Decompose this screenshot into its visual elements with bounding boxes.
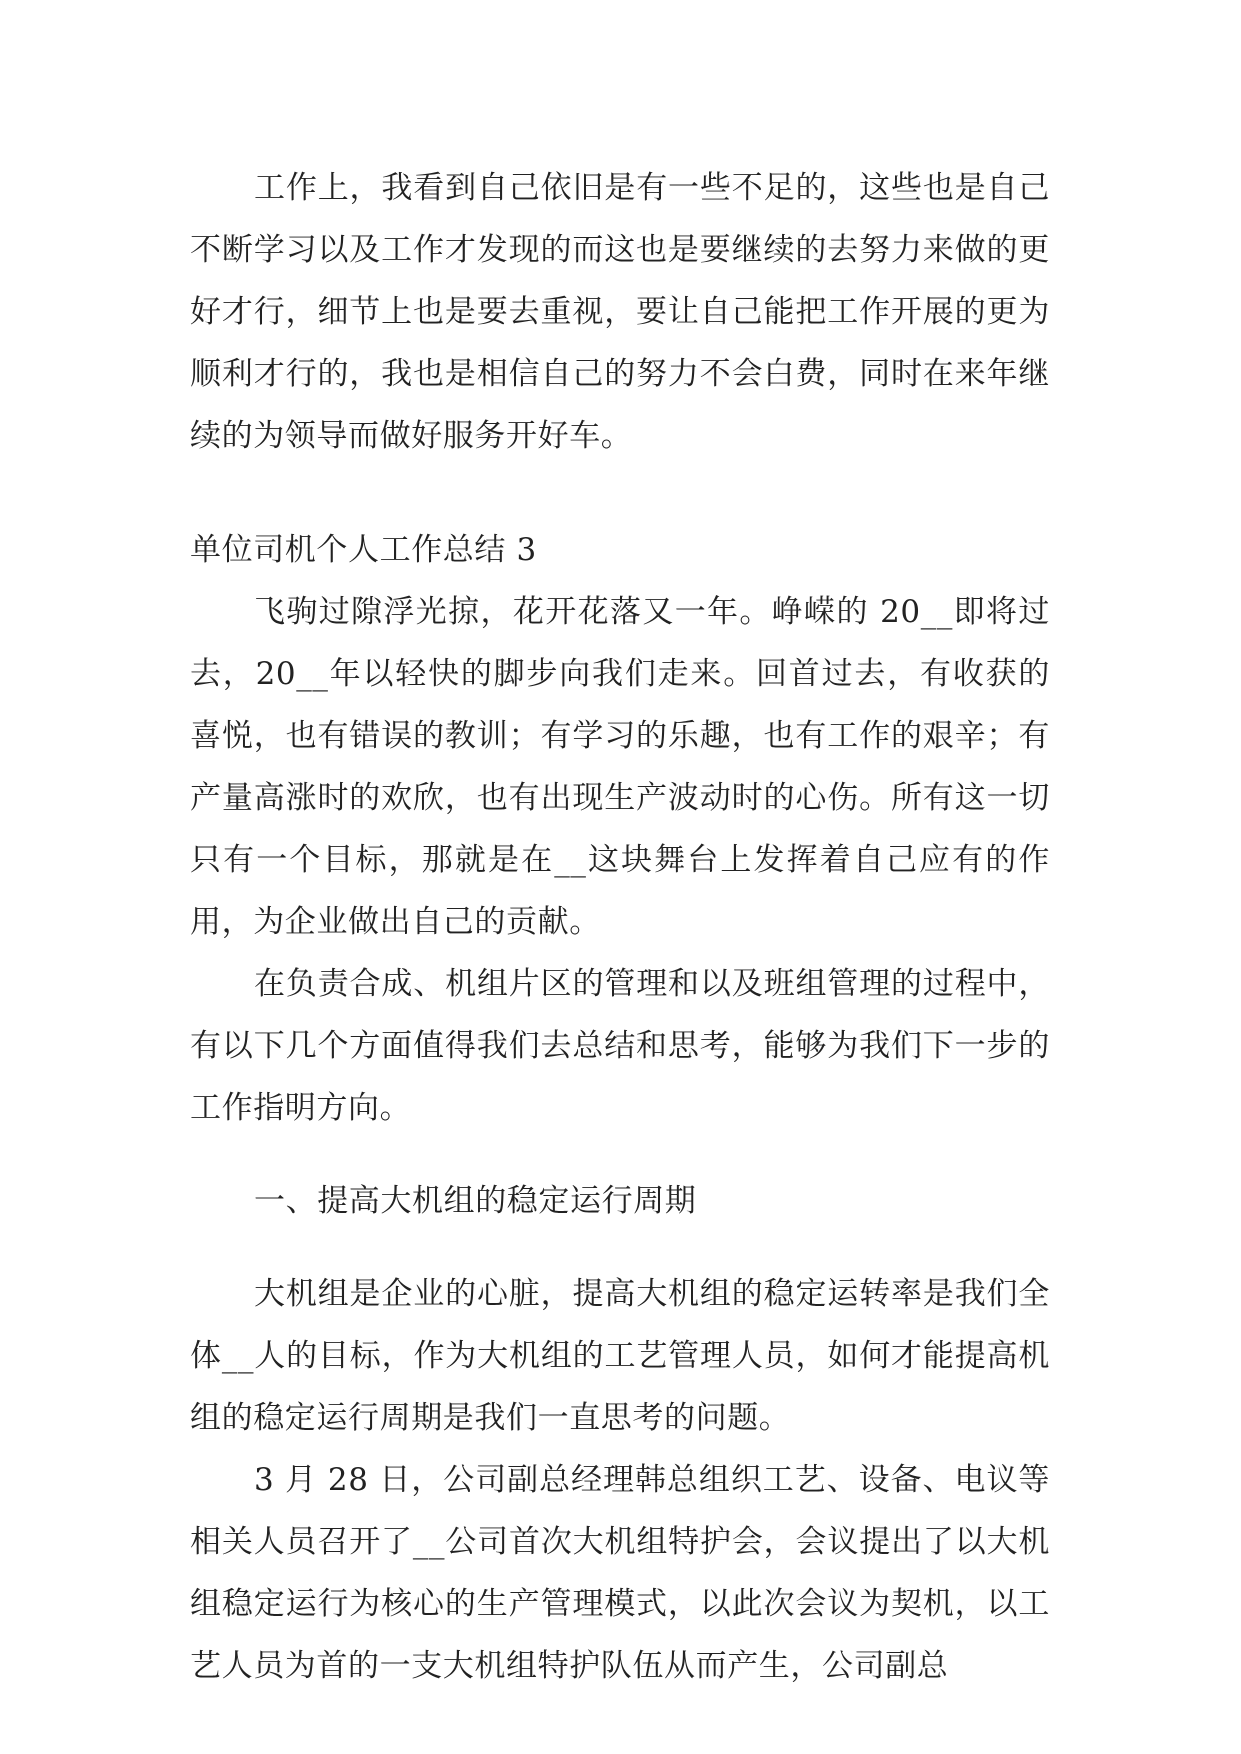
section-title-improve-unit-stability: 一、提高大机组的稳定运行周期 (254, 1183, 697, 1219)
section-heading-driver-summary-3: 单位司机个人工作总结 3 (190, 532, 537, 568)
paragraph-unit-heart: 大机组是企业的心脏，提高大机组的稳定运转率是我们全体__人的目标，作为大机组的工艺管理人员，如何才能提高机组的稳定运行周期是我们一直思考的问题。 (190, 1276, 1050, 1436)
paragraph-special-care-meeting: 3 月 28 日，公司副总经理韩总组织工艺、设备、电议等相关人员召开了__公司首次大机组特护会，会议提出了以大机组稳定运行为核心的生产管理模式，以此次会议为契机，以工艺人员为首的一支大机组特护队伍从而产生，公司副总 (190, 1462, 1050, 1684)
paragraph-management-reflection: 在负责合成、机组片区的管理和以及班组管理的过程中，有以下几个方面值得我们去总结和思考，能够为我们下一步的工作指明方向。 (190, 966, 1050, 1126)
paragraph-year-review: 飞驹过隙浮光掠，花开花落又一年。峥嵘的 20__即将过去，20__年以轻快的脚步向我们走来。回首过去，有收获的喜悦，也有错误的教训；有学习的乐趣，也有工作的艰辛；有产量高涨时的欢欣，也有出现生产波动时的心伤。所有这一切只有一个目标，那就是在__这块舞台上发挥着自己应有的作用，为企业做出自己的贡献。 (190, 594, 1050, 940)
document-body (190, 157, 1050, 1697)
paragraph-work-shortcomings: 工作上，我看到自己依旧是有一些不足的，这些也是自己不断学习以及工作才发现的而这也是要继续的去努力来做的更好才行，细节上也是要去重视，要让自己能把工作开展的更为顺利才行的，我也是相信自己的努力不会白费，同时在来年继续的为领导而做好服务开好车。 (190, 170, 1050, 454)
